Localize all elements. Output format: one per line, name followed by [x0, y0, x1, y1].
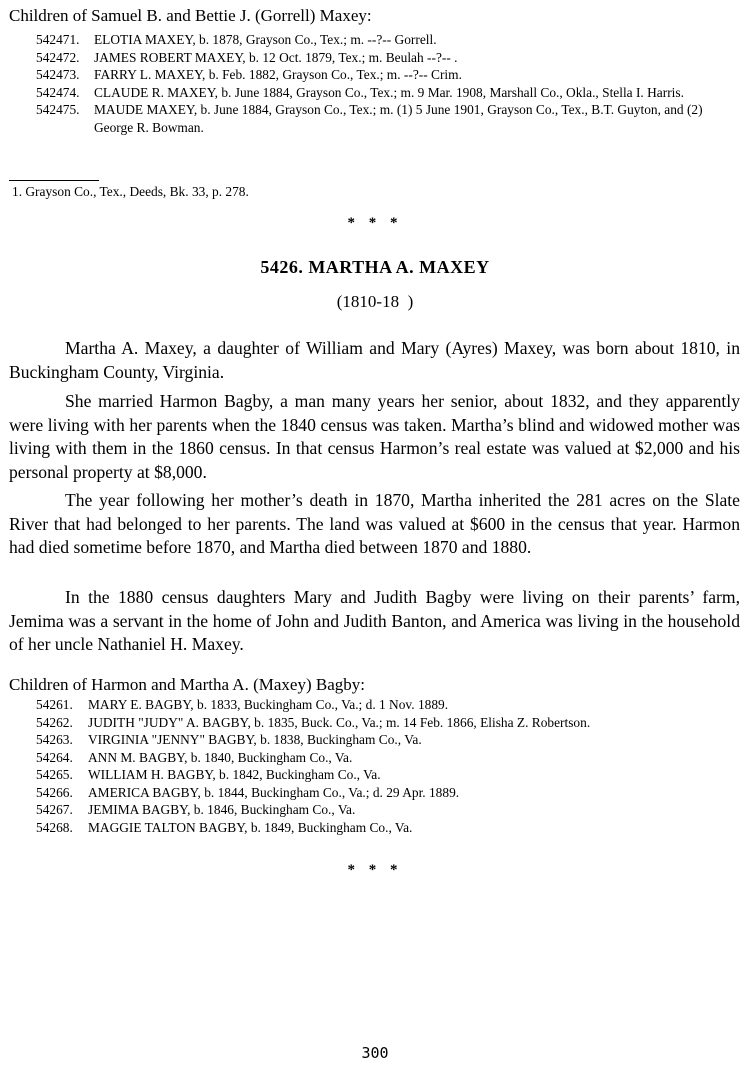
entry-number: 542474. — [36, 84, 80, 100]
entry-number: 54266. — [36, 784, 73, 800]
entry-text: MARY E. BAGBY, b. 1833, Buckingham Co., Va.; d. 1 Nov. 1889. — [88, 697, 449, 712]
list-item — [36, 766, 744, 784]
children-heading-samuel-maxey: Children of Samuel B. and Bettie J. (Gorrell) Maxey: — [9, 6, 372, 25]
footnote: 1. Grayson Co., Tex., Deeds, Bk. 33, p. 278. — [12, 184, 249, 199]
entry-number: 54264. — [36, 749, 73, 765]
entry-text: CLAUDE R. MAXEY, b. June 1884, Grayson Co., Tex.; m. 9 Mar. 1908, Marshall Co., Okla., Stella I. Harris. — [94, 84, 684, 100]
entry-number: 542475. — [36, 102, 80, 117]
entry-text: JEMIMA BAGBY, b. 1846, Buckingham Co., Va. — [88, 802, 356, 817]
list-item — [36, 749, 744, 767]
entry-text: AMERICA BAGBY, b. 1844, Buckingham Co., Va.; d. 29 Apr. 1889. — [88, 784, 460, 800]
children-list-harmon-bagby — [36, 696, 744, 836]
entry-number: 542473. — [36, 67, 80, 82]
page-number: 300 — [361, 1044, 389, 1062]
list-item — [36, 714, 744, 732]
entry-number: 54263. — [36, 732, 73, 747]
entry-number: 54267. — [36, 802, 73, 817]
entry-text: ELOTIA MAXEY, b. 1878, Grayson Co., Tex.; m. --?-- Gorrell. — [94, 32, 437, 47]
section-title: 5426. MARTHA A. MAXEY — [260, 257, 490, 277]
entry-text: MAGGIE TALTON BAGBY, b. 1849, Buckingham Co., Va. — [88, 819, 413, 835]
list-item — [36, 31, 744, 49]
entry-number: 54265. — [36, 767, 73, 782]
paragraph-4: In the 1880 census daughters Mary and Judith Bagby were living on their parents’ farm, Jemima was a servant in the home of John and Judith Banton, and America was living in the household of her uncle Nathaniel H. Maxey. — [9, 587, 740, 655]
footnote-divider — [9, 180, 99, 181]
list-item — [36, 84, 744, 102]
entry-text: JAMES ROBERT MAXEY, b. 12 Oct. 1879, Tex.; m. Beulah --?-- . — [94, 49, 458, 65]
list-item — [36, 784, 744, 802]
section-separator-bottom: * * * — [347, 862, 403, 878]
entry-text: WILLIAM H. BAGBY, b. 1842, Buckingham Co., Va. — [88, 767, 381, 782]
list-item — [36, 801, 744, 819]
children-heading-harmon-bagby: Children of Harmon and Martha A. (Maxey) Bagby: — [9, 675, 365, 694]
entry-text: ANN M. BAGBY, b. 1840, Buckingham Co., Va. — [88, 749, 353, 765]
entry-number: 54261. — [36, 697, 73, 712]
children-list-samuel-maxey — [36, 31, 744, 136]
paragraph-1: Martha A. Maxey, a daughter of William and Mary (Ayres) Maxey, was born about 1810, in Buckingham County, Virginia. — [9, 338, 740, 382]
entry-text: FARRY L. MAXEY, b. Feb. 1882, Grayson Co., Tex.; m. --?-- Crim. — [94, 67, 462, 82]
entry-number: 54268. — [36, 819, 73, 835]
list-item — [36, 49, 744, 67]
paragraph-3: The year following her mother’s death in 1870, Martha inherited the 281 acres on the Slate River that had belonged to her parents. The land was valued at $600 in the census that year. Harmon had died sometime before 1870, and Martha died between 1870 and 1880. — [9, 490, 740, 558]
list-item — [36, 696, 744, 714]
list-item — [36, 101, 744, 136]
entry-number: 542472. — [36, 49, 80, 65]
entry-number: 542471. — [36, 32, 80, 47]
entry-text: MAUDE MAXEY, b. June 1884, Grayson Co., Tex.; m. (1) 5 June 1901, Grayson Co., Tex., B.T. Guyton, and (2) George R. Bowman. — [94, 102, 703, 135]
section-dates: (1810-18 ) — [336, 292, 414, 311]
entry-text: JUDITH "JUDY" A. BAGBY, b. 1835, Buck. Co., Va.; m. 14 Feb. 1866, Elisha Z. Robertson. — [88, 714, 591, 730]
paragraph-2: She married Harmon Bagby, a man many years her senior, about 1832, and they apparently were living with her parents when the 1840 census was taken. Martha’s blind and widowed mother was living with them in the 1860 census. In that census Harmon’s real estate was valued at $2,000 and his personal property at $8,000. — [9, 391, 740, 482]
list-item — [36, 66, 744, 84]
list-item — [36, 731, 744, 749]
entry-number: 54262. — [36, 714, 73, 730]
section-separator: * * * — [347, 215, 403, 231]
entry-text: VIRGINIA "JENNY" BAGBY, b. 1838, Buckingham Co., Va. — [88, 732, 422, 747]
list-item — [36, 819, 744, 837]
